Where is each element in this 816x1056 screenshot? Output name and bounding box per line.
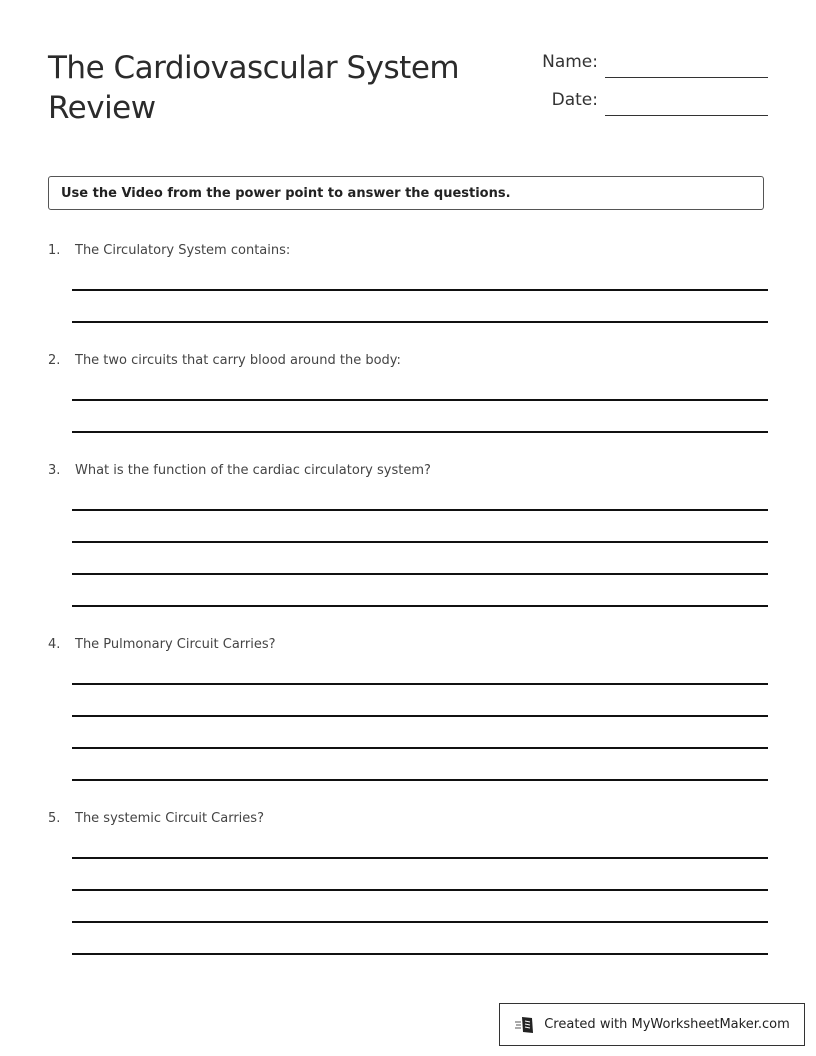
- answer-line[interactable]: [72, 399, 768, 401]
- name-input-line[interactable]: [605, 77, 768, 78]
- footer-credit[interactable]: [499, 1003, 805, 1046]
- question-text: The systemic Circuit Carries?: [75, 811, 264, 826]
- question-2: [48, 353, 401, 368]
- answer-line[interactable]: [72, 509, 768, 511]
- date-label: Date:: [551, 90, 598, 110]
- question-number: 1.: [48, 243, 61, 258]
- answer-line[interactable]: [72, 953, 768, 955]
- question-5: [48, 811, 264, 826]
- answer-line[interactable]: [72, 573, 768, 575]
- date-input-line[interactable]: [605, 115, 768, 116]
- answer-line[interactable]: [72, 289, 768, 291]
- answer-line[interactable]: [72, 321, 768, 323]
- answer-line[interactable]: [72, 715, 768, 717]
- answer-line[interactable]: [72, 889, 768, 891]
- answer-line[interactable]: [72, 921, 768, 923]
- answer-line[interactable]: [72, 431, 768, 433]
- page-title: The Cardiovascular System Review: [48, 50, 460, 126]
- question-text: The Circulatory System contains:: [75, 243, 291, 258]
- answer-line[interactable]: [72, 747, 768, 749]
- answer-line[interactable]: [72, 683, 768, 685]
- answer-line[interactable]: [72, 605, 768, 607]
- question-text: The two circuits that carry blood around the body:: [75, 353, 401, 368]
- question-1: [48, 243, 290, 258]
- date-field[interactable]: [520, 90, 768, 114]
- instructions-box: Use the Video from the power point to answer the questions.: [48, 176, 764, 210]
- question-4: [48, 637, 276, 652]
- answer-line[interactable]: [72, 541, 768, 543]
- answer-line[interactable]: [72, 857, 768, 859]
- name-field[interactable]: [520, 52, 768, 76]
- answer-line[interactable]: [72, 779, 768, 781]
- footer-text: Created with MyWorksheetMaker.com: [544, 1017, 790, 1032]
- worksheet-logo-icon: [514, 1015, 536, 1035]
- question-text: The Pulmonary Circuit Carries?: [75, 637, 276, 652]
- question-3: [48, 463, 431, 478]
- question-number: 4.: [48, 637, 61, 652]
- question-number: 5.: [48, 811, 61, 826]
- question-text: What is the function of the cardiac circulatory system?: [75, 463, 431, 478]
- name-label: Name:: [542, 52, 598, 72]
- question-number: 3.: [48, 463, 61, 478]
- question-number: 2.: [48, 353, 61, 368]
